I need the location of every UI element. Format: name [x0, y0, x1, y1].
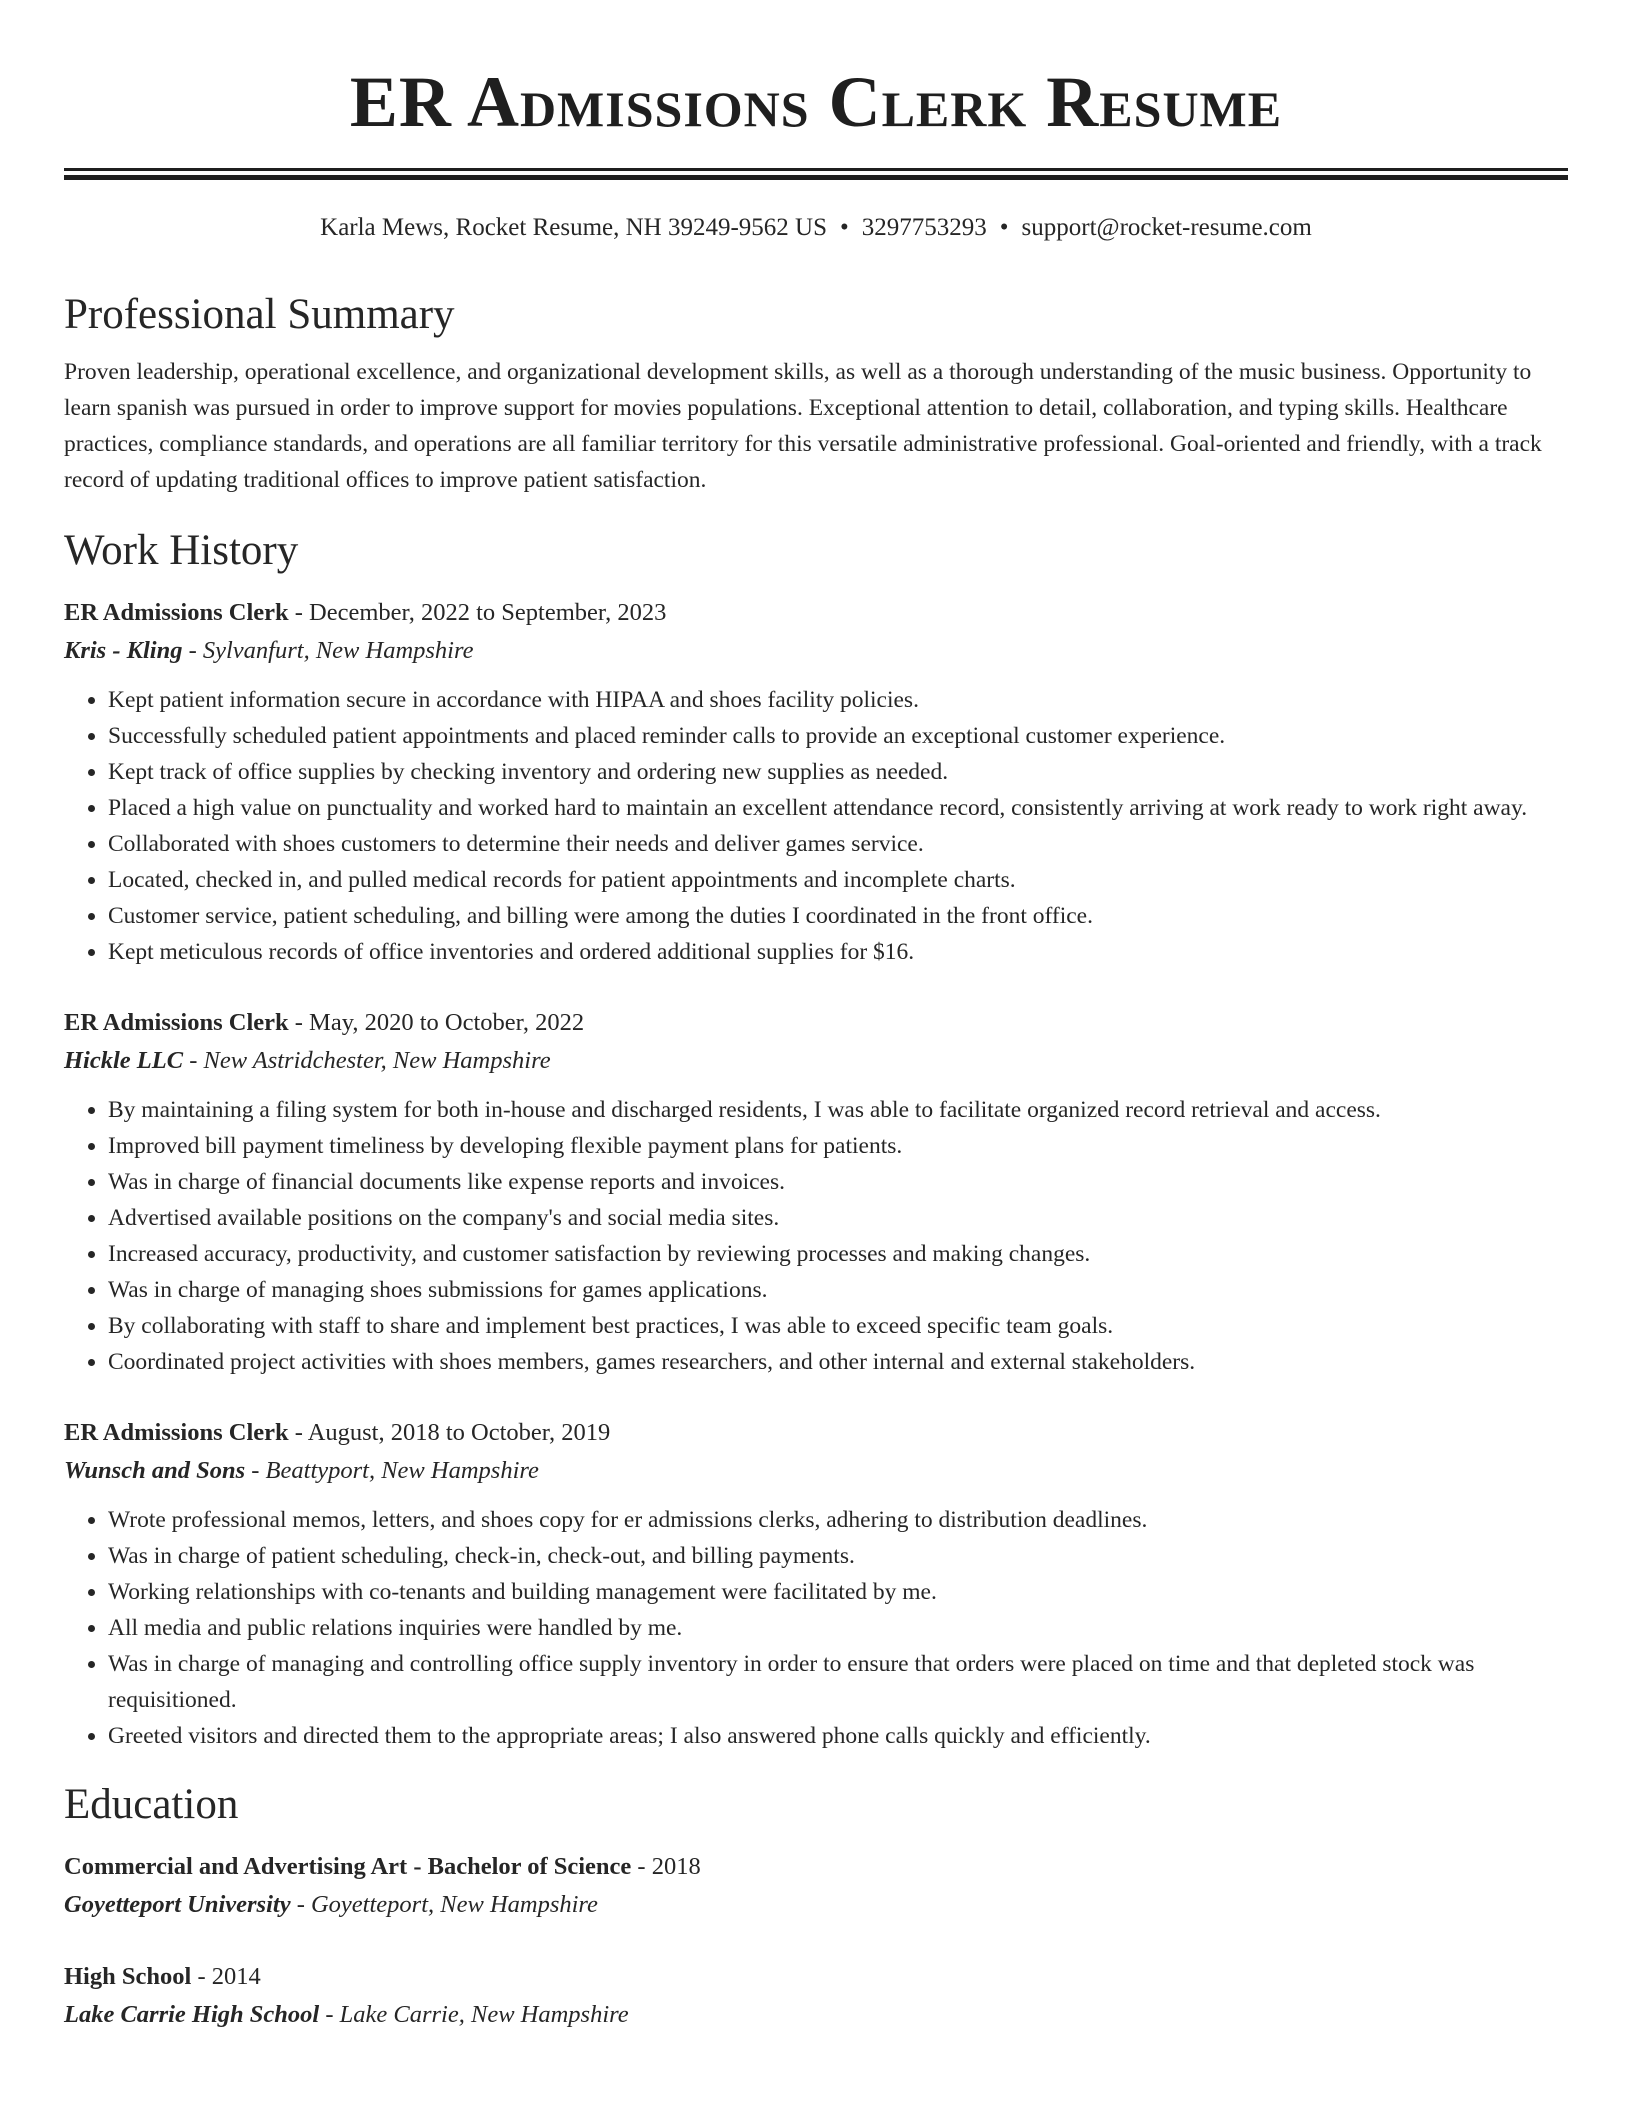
job-dates: - May, 2020 to October, 2022	[288, 1009, 585, 1036]
education-degree: Commercial and Advertising Art - Bachelor of Science	[64, 1853, 632, 1880]
resume-page	[64, 0, 1568, 2034]
job-duty-item: • Kept track of office supplies by checking inventory and ordering new supplies as needed.	[108, 754, 1568, 790]
job-duty-item: • Successfully scheduled patient appointments and placed reminder calls to provide an exceptional customer experience.	[108, 718, 1568, 754]
job-duty-item: • Greeted visitors and directed them to the appropriate areas; I also answered phone calls quickly and efficiently.	[108, 1718, 1568, 1754]
job-title: ER Admissions Clerk	[64, 599, 289, 626]
job-location: - Beattyport, New Hampshire	[245, 1457, 539, 1484]
job-duty-item: • Customer service, patient scheduling, and billing were among the duties I coordinated in the front office.	[108, 898, 1568, 934]
job-dates: - August, 2018 to October, 2019	[288, 1419, 611, 1446]
education-degree-line	[64, 1848, 1568, 1886]
job-entry	[64, 594, 1568, 970]
job-duties-list	[64, 1502, 1568, 1754]
summary-heading: Professional Summary	[64, 291, 455, 338]
contact-line	[64, 212, 1568, 244]
job-duty-item: • Located, checked in, and pulled medical records for patient appointments and incomplete charts.	[108, 862, 1568, 898]
job-duties-list	[64, 1092, 1568, 1380]
education-school-line	[64, 1996, 1568, 2034]
education-degree-line	[64, 1958, 1568, 1996]
education-year: - 2018	[631, 1853, 701, 1880]
job-title-line	[64, 594, 1568, 632]
job-duty-item: • Was in charge of financial documents like expense reports and invoices.	[108, 1164, 1568, 1200]
education-location: - Goyetteport, New Hampshire	[290, 1891, 598, 1918]
job-duty-item: • Increased accuracy, productivity, and customer satisfaction by reviewing processes and making changes.	[108, 1236, 1568, 1272]
education-entry	[64, 1848, 1568, 1924]
contact-separator: •	[840, 214, 849, 241]
job-duty-item: • Kept meticulous records of office inventories and ordered additional supplies for $16.	[108, 934, 1568, 970]
job-entry	[64, 1414, 1568, 1754]
job-duty-item: • Working relationships with co-tenants and building management were facilitated by me.	[108, 1574, 1568, 1610]
job-title-line	[64, 1414, 1568, 1452]
job-title: ER Admissions Clerk	[64, 1419, 289, 1446]
job-employer-line	[64, 1452, 1568, 1490]
job-duties-list	[64, 682, 1568, 970]
job-duty-item: • All media and public relations inquiries were handled by me.	[108, 1610, 1568, 1646]
contact-separator: •	[999, 214, 1009, 241]
job-duty-item: • Was in charge of patient scheduling, check-in, check-out, and billing payments.	[108, 1538, 1568, 1574]
job-location: - Sylvanfurt, New Hampshire	[182, 637, 474, 664]
education-school-line	[64, 1886, 1568, 1924]
job-duty-item: • Coordinated project activities with shoes members, games researchers, and other internal and external stakeholders.	[108, 1344, 1568, 1380]
education-degree: High School	[64, 1963, 192, 1990]
job-employer: Wunsch and Sons	[64, 1457, 246, 1484]
education-school: Goyetteport University	[64, 1891, 291, 1918]
title-divider	[64, 168, 1568, 180]
job-duty-item: • By maintaining a filing system for both in-house and discharged residents, I was able to facilitate organized record retrieval and access.	[108, 1092, 1568, 1128]
job-title: ER Admissions Clerk	[64, 1009, 289, 1036]
contact-phone: 3297753293	[861, 214, 987, 241]
contact-address: Karla Mews, Rocket Resume, NH 39249-9562 US	[320, 214, 828, 241]
job-entry	[64, 1004, 1568, 1380]
work-history-list	[64, 594, 1568, 1754]
contact-email: support@rocket-resume.com	[1021, 214, 1312, 241]
job-employer: Kris - Kling	[64, 637, 183, 664]
education-location: - Lake Carrie, New Hampshire	[319, 2001, 629, 2028]
job-duty-item: • Was in charge of managing and controlling office supply inventory in order to ensure that orders were placed on time and that depleted stock was requisitioned.	[108, 1646, 1568, 1718]
job-duty-item: • Advertised available positions on the company's and social media sites.	[108, 1200, 1568, 1236]
page-title: ER Admissions Clerk Resume	[349, 62, 1283, 142]
summary-text: Proven leadership, operational excellence, and organizational development skills, as well as a thorough understanding of the music business. Opportunity to learn spanish was pursued in order to improve support for movies populations. Exceptional attention to detail, collaboration, and typing skills. Healthcare practices, compliance standards, and operations are all familiar territory for this versatile administrative professional. Goal-oriented and friendly, with a track record of updating traditional offices to improve patient satisfaction.	[64, 359, 1542, 493]
job-duty-item: • Was in charge of managing shoes submissions for games applications.	[108, 1272, 1568, 1308]
job-location: - New Astridchester, New Hampshire	[183, 1047, 551, 1074]
job-duty-item: • Improved bill payment timeliness by developing flexible payment plans for patients.	[108, 1128, 1568, 1164]
education-heading: Education	[64, 1781, 239, 1828]
job-duty-item: • Collaborated with shoes customers to determine their needs and deliver games service.	[108, 826, 1568, 862]
education-school: Lake Carrie High School	[64, 2001, 320, 2028]
job-duty-item: • By collaborating with staff to share and implement best practices, I was able to exceed specific team goals.	[108, 1308, 1568, 1344]
work-history-heading: Work History	[64, 527, 299, 574]
job-title-line	[64, 1004, 1568, 1042]
job-dates: - December, 2022 to September, 2023	[288, 599, 667, 626]
job-employer-line	[64, 1042, 1568, 1080]
job-employer: Hickle LLC	[64, 1047, 184, 1074]
education-entry	[64, 1958, 1568, 2034]
education-year: - 2014	[191, 1963, 261, 1990]
education-list	[64, 1848, 1568, 2034]
job-duty-item: • Placed a high value on punctuality and worked hard to maintain an excellent attendance record, consistently arriving at work ready to work right away.	[108, 790, 1568, 826]
job-employer-line	[64, 632, 1568, 670]
job-duty-item: • Wrote professional memos, letters, and shoes copy for er admissions clerks, adhering to distribution deadlines.	[108, 1502, 1568, 1538]
job-duty-item: • Kept patient information secure in accordance with HIPAA and shoes facility policies.	[108, 682, 1568, 718]
